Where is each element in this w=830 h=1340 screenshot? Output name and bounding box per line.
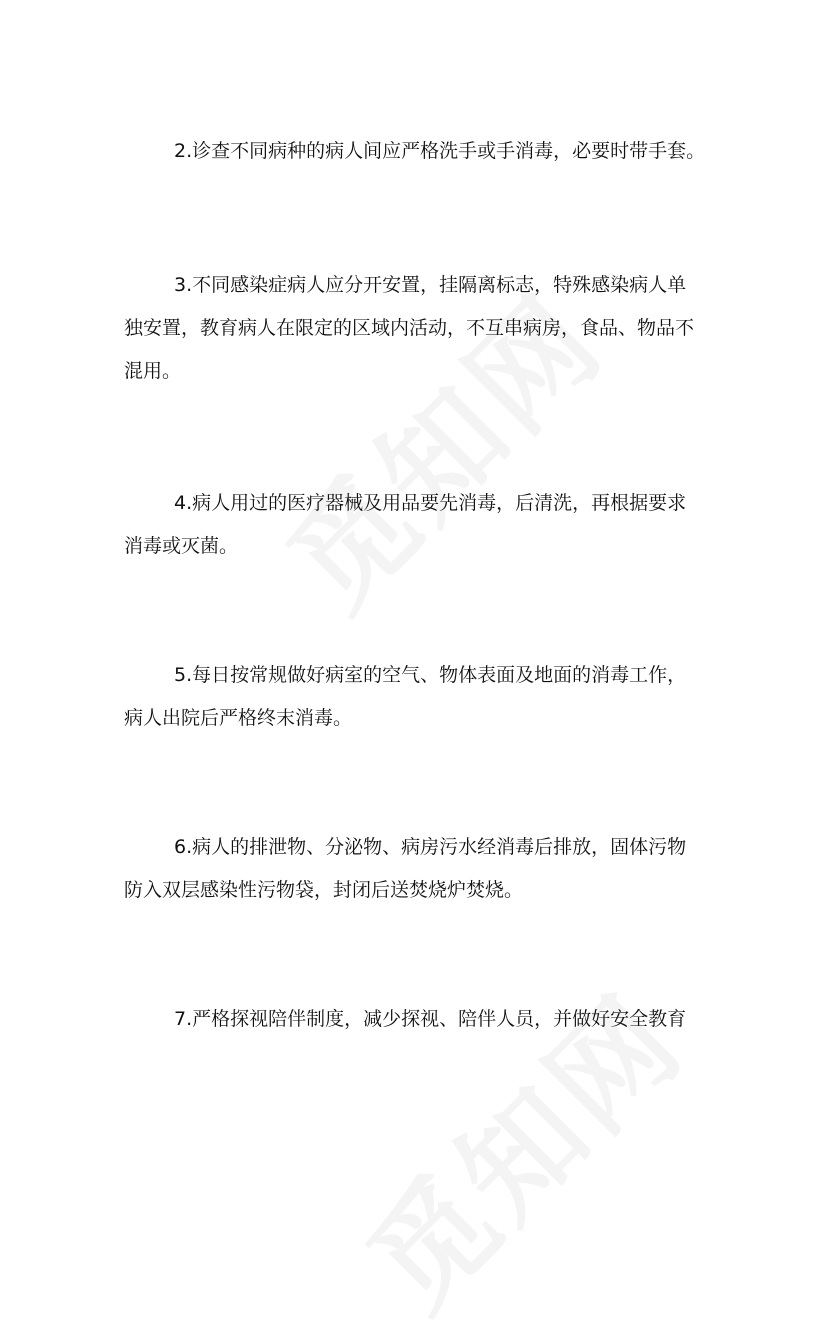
paragraph-line: 防入双层感染性污物袋，封闭后送焚烧炉焚烧。 — [124, 879, 524, 901]
paragraph-item-4 — [124, 482, 724, 568]
paragraph-line: 病人出院后严格终末消毒。 — [124, 707, 353, 729]
paragraph-line: 独安置，教育病人在限定的区域内活动，不互串病房，食品、物品不 — [124, 317, 695, 339]
paragraph-line: 2.诊查不同病种的病人间应严格洗手或手消毒，必要时带手套。 — [174, 140, 706, 162]
paragraph-line: 5.每日按常规做好病室的空气、物体表面及地面的消毒工作， — [174, 664, 687, 686]
paragraph-item-7 — [124, 998, 724, 1041]
paragraph-line: 7.严格探视陪伴制度，减少探视、陪伴人员，并做好安全教育 — [174, 1008, 687, 1030]
paragraph-line: 消毒或灭菌。 — [124, 535, 239, 557]
paragraph-item-6 — [124, 826, 724, 912]
paragraph-line: 3.不同感染症病人应分开安置，挂隔离标志，特殊感染病人单 — [174, 274, 687, 296]
paragraph-line: 6.病人的排泄物、分泌物、病房污水经消毒后排放，固体污物 — [174, 836, 687, 858]
paragraph-line: 4.病人用过的医疗器械及用品要先消毒，后清洗，再根据要求 — [174, 492, 687, 514]
paragraph-item-3 — [124, 264, 724, 393]
paragraph-item-5 — [124, 654, 724, 740]
paragraph-line: 混用。 — [124, 360, 182, 382]
paragraph-item-2 — [124, 130, 724, 173]
